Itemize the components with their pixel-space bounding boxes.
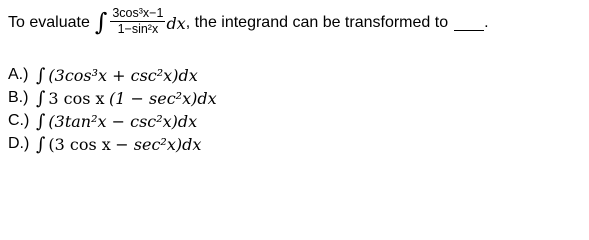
option-d-expression-part1: (3 cos x bbox=[48, 134, 111, 154]
option-c-label: C.) bbox=[8, 112, 30, 129]
option-c[interactable] bbox=[8, 110, 308, 132]
question-end: . bbox=[484, 14, 489, 31]
integral-sign: ∫ bbox=[94, 8, 108, 36]
option-b-expression-part1: 3 cos x bbox=[48, 88, 105, 108]
fraction-numerator: 3cos³x−1 bbox=[112, 5, 164, 20]
question-prefix: To evaluate bbox=[8, 14, 90, 31]
option-a-integral: ∫ bbox=[36, 64, 46, 86]
option-d[interactable] bbox=[8, 133, 308, 155]
integrand-fraction bbox=[110, 6, 165, 37]
answer-blank bbox=[454, 16, 484, 31]
option-b[interactable] bbox=[8, 87, 308, 109]
option-c-integral: ∫ bbox=[36, 110, 46, 132]
option-a-expression: (3cos³x + csc²x)dx bbox=[48, 65, 198, 85]
option-b-label: B.) bbox=[8, 89, 29, 106]
option-a[interactable] bbox=[8, 64, 308, 86]
option-d-label: D.) bbox=[8, 135, 30, 152]
fraction-denominator: 1−sin²x bbox=[117, 21, 159, 36]
option-d-integral: ∫ bbox=[36, 133, 46, 155]
option-c-expression: (3tan²x − csc²x)dx bbox=[48, 111, 198, 131]
option-d-expression-part2: − sec²x)dx bbox=[115, 134, 202, 154]
option-b-integral: ∫ bbox=[36, 87, 46, 109]
question-text bbox=[8, 2, 583, 44]
question-suffix: , the integrand can be transformed to bbox=[185, 14, 449, 31]
option-b-expression-part2: (1 − sec²x)dx bbox=[109, 88, 217, 108]
question-differential: dx bbox=[166, 13, 186, 33]
option-a-label: A.) bbox=[8, 66, 29, 83]
